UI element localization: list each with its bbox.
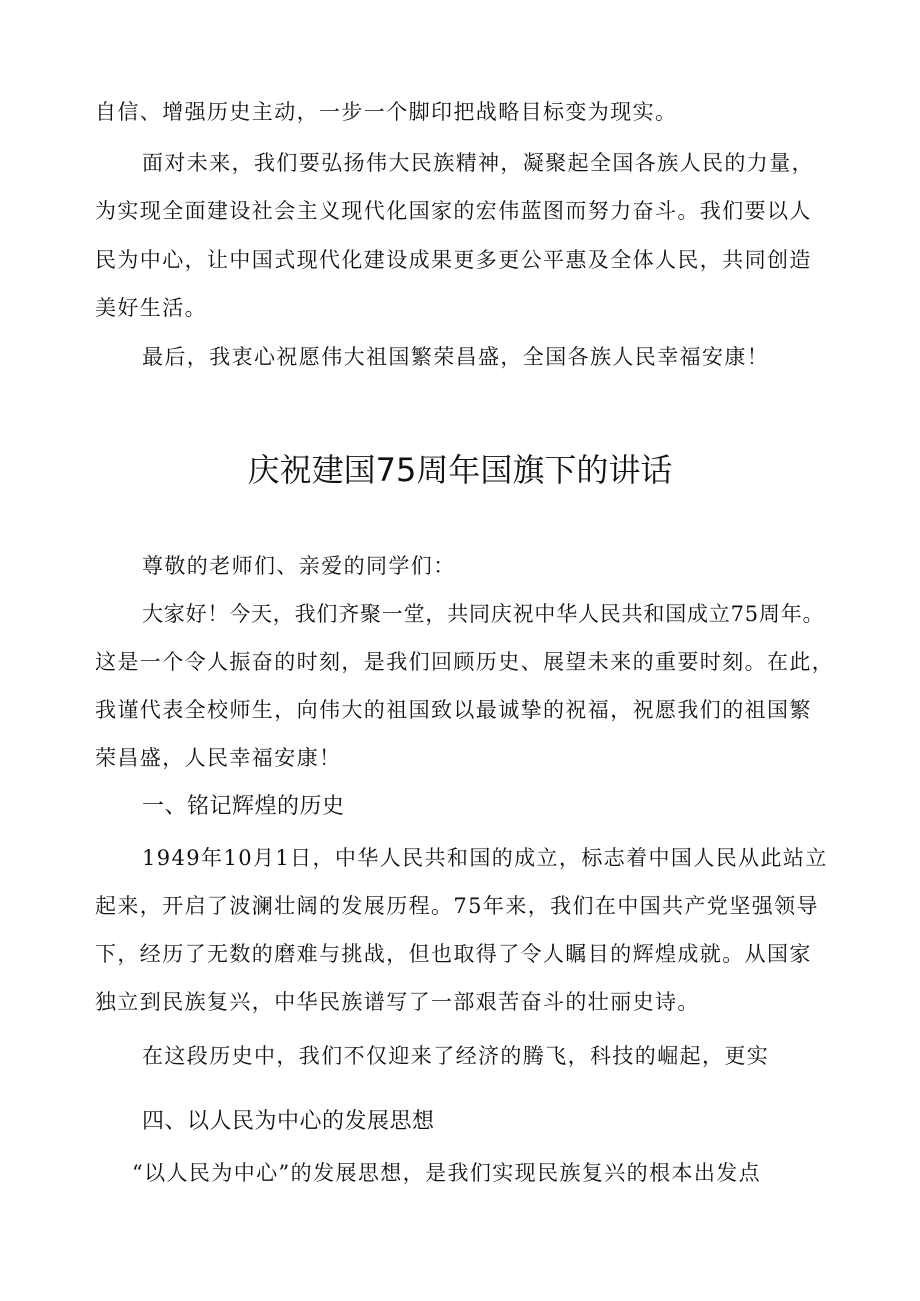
history-line-2: 起来，开启了波澜壮阔的发展历程。75年来，我们在中国共产党坚强领导: [95, 894, 819, 918]
intro-line-5: 美好生活。: [95, 296, 207, 320]
opening-line-4: 荣昌盛，人民幸福安康！: [95, 746, 342, 770]
opening-line-1: 大家好！今天，我们齐聚一堂，共同庆祝中华人民共和国成立75周年。: [142, 602, 825, 626]
intro-line-3: 为实现全面建设社会主义现代化国家的宏伟蓝图而努力奋斗。我们要以人: [95, 199, 812, 223]
speech-title: 庆祝建国75周年国旗下的讲话: [247, 451, 673, 489]
opening-line-2: 这是一个令人振奋的时刻，是我们回顾历史、展望未来的重要时刻。在此，: [95, 650, 835, 674]
intro-line-2: 面对未来，我们要弘扬伟大民族精神，凝聚起全国各族人民的力量，: [142, 151, 814, 175]
opening-line-3: 我谨代表全校师生，向伟大的祖国致以最诚挚的祝福，祝愿我们的祖国繁: [95, 698, 812, 722]
intro-line-1: 自信、增强历史主动，一步一个脚印把战略目标变为现实。: [95, 100, 678, 124]
intro-line-4: 民为中心，让中国式现代化建设成果更多更公平惠及全体人民，共同创造: [95, 248, 812, 272]
history-line-4: 独立到民族复兴，中华民族谱写了一部艰苦奋斗的壮丽史诗。: [95, 990, 700, 1014]
history-line-1: 1949年10月1日，中华人民共和国的成立，标志着中国人民从此站立: [142, 846, 828, 870]
people-centered-fragment: “以人民为中心”的发展思想，是我们实现民族复兴的根本出发点: [132, 1161, 762, 1185]
section-heading-history: 一、铭记辉煌的历史: [142, 794, 345, 819]
section-heading-people-centered: 四、以人民为中心的发展思想: [142, 1109, 435, 1134]
salutation: 尊敬的老师们、亲爱的同学们：: [142, 554, 456, 578]
history-fragment: 在这段历史中，我们不仅迎来了经济的腾飞，科技的崛起，更实: [142, 1044, 770, 1068]
history-line-3: 下，经历了无数的磨难与挑战，但也取得了令人瞩目的辉煌成就。从国家: [95, 942, 812, 966]
intro-line-6: 最后，我衷心祝愿伟大祖国繁荣昌盛，全国各族人民幸福安康！: [142, 345, 770, 369]
